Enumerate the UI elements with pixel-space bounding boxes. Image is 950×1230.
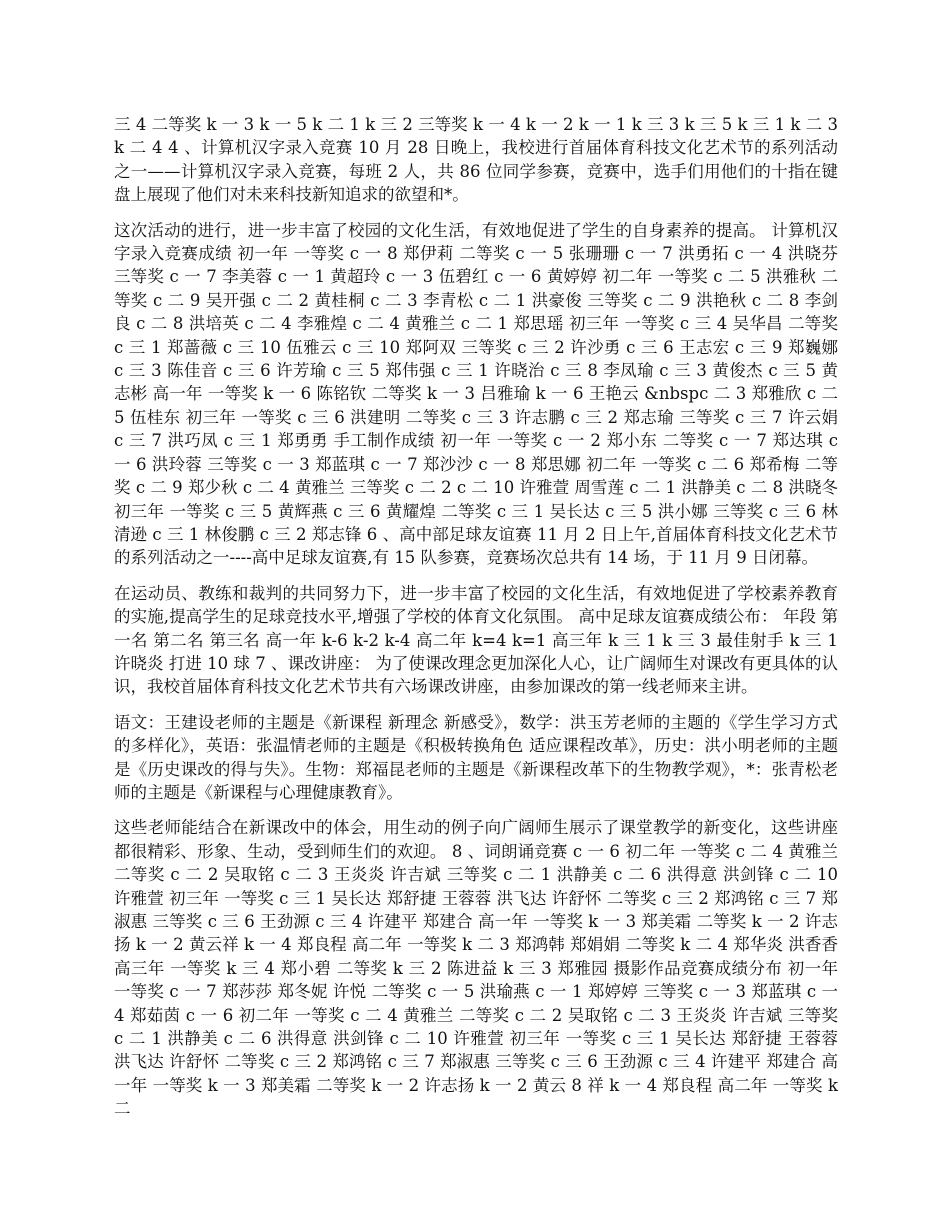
paragraph-football-results-and-lectures: 在运动员、教练和裁判的共同努力下，进一步丰富了校园的文化生活，有效地促进了学校素养教育的实施,提高学生的足球竞技水平,增强了学校的体育文化氛围。 高中足球友谊赛成绩公布： 年段 第一名 第二名 第三名 高一年 k-6 k-2 k-4 高二年 k=4 k=1 高三年 k 三 1 k 三 3 最佳射手 k 三 1 许晓炎 打进 10 球 7 、课改讲座： 为了使课改理念更加深化人心，让广阔师生对课改有更具体的认识，我校首届体育科技文化艺术节共有六场课改讲座，由参加课改的第一线老师来主讲。 bbox=[114, 583, 838, 697]
paragraph-typing-results-and-football: 这次活动的进行，进一步丰富了校园的文化生活，有效地促进了学生的自身素养的提高。 计算机汉字录入竞赛成绩 初一年 一等奖 c 一 8 郑伊莉 二等奖 c 一 5 张珊珊 c 一 7 洪勇拓 c 一 4 洪晓芬 三等奖 c 一 7 李美蓉 c 一 1 黄超玲 c 一 3 伍碧红 c 一 6 黄婷婷 初二年 一等奖 c 二 5 洪雅秋 二等奖 c 二 9 吴开强 c 二 2 黄桂桐 c 二 3 李青松 c 二 1 洪豪俊 三等奖 c 二 9 洪艳秋 c 二 8 李剑良 c 二 8 洪培英 c 二 4 李雅煌 c 二 4 黄雅兰 c 二 1 郑思瑶 初三年 一等奖 c 三 4 吴华昌 二等奖 c 三 1 郑蔷薇 c 三 10 伍雅云 c 三 10 郑阿双 三等奖 c 三 2 许沙勇 c 三 6 王志宏 c 三 9 郑巍娜 c 三 3 陈佳音 c 三 6 许芳瑜 c 三 5 郑伟强 c 三 1 许晓治 c 三 8 李凤瑜 c 三 3 黄俊杰 c 三 5 黄志彬 高一年 一等奖 k 一 6 陈铭钦 二等奖 k 一 3 吕雅瑜 k 一 6 王艳云 &nbspc 二 3 郑雅欣 c 二 5 伍桂东 初三年 一等奖 c 三 6 洪建明 二等奖 c 三 3 许志鹏 c 三 2 郑志瑜 三等奖 c 三 7 许云娟 c 三 7 洪巧凤 c 三 1 郑勇勇 手工制作成绩 初一年 一等奖 c 一 2 郑小东 二等奖 c 一 7 郑达琪 c 一 6 洪玲蓉 三等奖 c 一 3 郑蓝琪 c 一 7 郑沙沙 c 一 8 郑思娜 初二年 一等奖 c 二 6 郑希梅 二等奖 c 二 9 郑少秋 c 二 4 黄雅兰 三等奖 c 二 2 c 二 10 许雅萱 周雪莲 c 二 1 洪静美 c 二 8 洪晓冬 初三年 一等奖 c 三 5 黄辉燕 c 三 6 黄耀煌 二等奖 c 三 1 吴长达 c 三 5 洪小娜 三等奖 c 三 6 林清逊 c 三 1 林俊鹏 c 三 2 郑志锋 6 、高中部足球友谊赛 11 月 2 日上午,首届体育科技文化艺术节的系列活动之一----高中足球友谊赛,有 15 队参赛，竞赛场次总共有 14 场，于 11 月 9 日闭幕。 bbox=[114, 220, 838, 568]
paragraph-computer-typing-contest: 三 4 二等奖 k 一 3 k 一 5 k 二 1 k 三 2 三等奖 k 一 4 k 一 2 k 一 1 k 三 3 k 三 5 k 三 1 k 二 3 k 二 4 4 、计算机汉字录入竞赛 10 月 28 日晚上，我校进行首届体育科技文化艺术节的系列活动之一——计算机汉字录入竞赛，每班 2 人，共 86 位同学参赛，竞赛中，选手们用他们的十指在键盘上展现了他们对未来科技新知追求的欲望和*。 bbox=[114, 115, 838, 205]
document-body bbox=[114, 113, 838, 1133]
paragraph-lecture-topics: 语文：王建设老师的主题是《新课程 新理念 新感受》，数学：洪玉芳老师的主题的《学生学习方式的多样化》，英语：张温情老师的主题是《积极转换角色 适应课程改革》，历史：洪小明老师的主题是《历史课改的得与失》。生物：郑福昆老师的主题是《新课程改革下的生物教学观》，*：张青松老师的主题是《新课程与心理健康教育》。 bbox=[114, 712, 838, 802]
paragraph-recitation-and-photography-results: 这些老师能结合在新课改中的体会，用生动的例子向广阔师生展示了课堂教学的新变化，这些讲座都很精彩、形象、生动，受到师生们的欢迎。 8 、词朗诵竞赛 c 一 6 初二年 一等奖 c 二 4 黄雅兰 二等奖 c 二 2 吴取铭 c 二 3 王炎炎 许吉斌 三等奖 c 二 1 洪静美 c 二 6 洪得意 洪剑锋 c 二 10 许雅萱 初三年 一等奖 c 三 1 吴长达 郑舒捷 王蓉蓉 洪飞达 许舒怀 二等奖 c 三 2 郑鸿铭 c 三 7 郑淑惠 三等奖 c 三 6 王劲源 c 三 4 许建平 郑建合 高一年 一等奖 k 一 3 郑美霜 二等奖 k 一 2 许志扬 k 一 2 黄云祥 k 一 4 郑良程 高二年 一等奖 k 二 3 郑鸿韩 郑娟娟 二等奖 k 二 4 郑华炎 洪香香 高三年 一等奖 k 三 4 郑小碧 二等奖 k 三 2 陈进益 k 三 3 郑雅园 摄影作品竞赛成绩分布 初一年 一等奖 c 一 7 郑莎莎 郑冬妮 许悦 二等奖 c 一 5 洪瑜燕 c 一 1 郑婷婷 三等奖 c 一 3 郑蓝琪 c 一 4 郑茹茵 c 一 6 初二年 一等奖 c 二 4 黄雅兰 二等奖 c 二 2 吴取铭 c 二 3 王炎炎 许吉斌 三等奖 c 二 1 洪静美 c 二 6 洪得意 洪剑锋 c 二 10 许雅萱 初三年 一等奖 c 三 1 吴长达 郑舒捷 王蓉蓉 洪飞达 许舒怀 二等奖 c 三 2 郑鸿铭 c 三 7 郑淑惠 三等奖 c 三 6 王劲源 c 三 4 许建平 郑建合 高一年 一等奖 k 一 3 郑美霜 二等奖 k 一 2 许志扬 k 一 2 黄云 8 祥 k 一 4 郑良程 高二年 一等奖 k 二 bbox=[114, 818, 839, 1119]
